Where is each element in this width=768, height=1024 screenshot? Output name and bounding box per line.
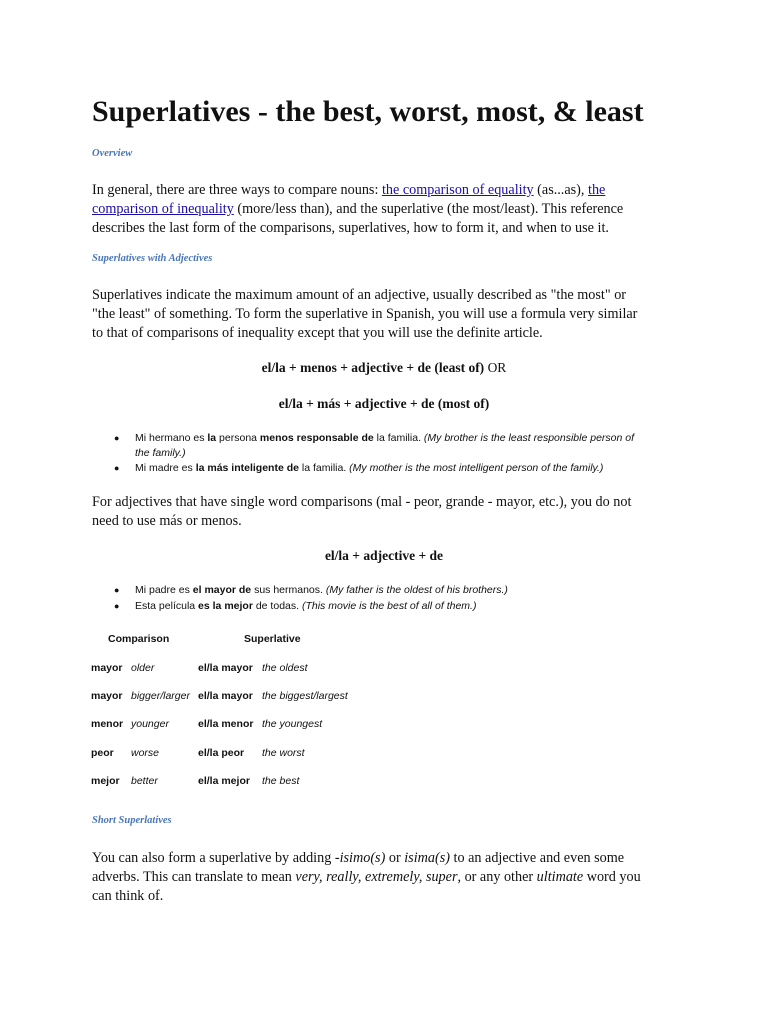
link-comparison-of-inequality-part1[interactable]: the <box>588 182 606 198</box>
superlative-meaning: the best <box>262 775 300 787</box>
example-list-1 <box>92 431 692 477</box>
superlative-meaning: the biggest/largest <box>262 690 348 702</box>
short-text: or <box>385 850 405 866</box>
adjectives-line: to that of comparisons of inequality except that you will use the definite article. <box>92 325 543 341</box>
superlative-word: el/la peor <box>198 747 245 759</box>
intro-text: (more/less than), and the superlative (the most/least). This reference <box>233 201 624 217</box>
superlative-meaning: the youngest <box>262 718 323 730</box>
comparison-word: mayor <box>91 662 123 674</box>
superlative-meaning: the worst <box>262 747 305 759</box>
short-italic: ultimate <box>536 869 584 885</box>
superlative-word: el/la menor <box>198 718 254 730</box>
example-bold: la más inteligente de <box>195 462 299 474</box>
intro-paragraph <box>92 181 682 238</box>
example-translation: (My mother is the most intelligent person of the family.) <box>349 462 604 474</box>
comparison-word: mayor <box>91 690 123 702</box>
short-text: adverbs. This can translate to mean <box>92 869 296 885</box>
list-item <box>92 461 692 476</box>
intro-text: (as...as), <box>533 182 588 198</box>
link-comparison-of-inequality[interactable]: comparison of inequality <box>92 201 234 217</box>
example-bold: menos responsable de <box>259 432 374 444</box>
superlative-word: el/la mayor <box>198 690 253 702</box>
example-translation: the family.) <box>135 446 186 459</box>
example-text: persona <box>216 432 260 444</box>
single-word-paragraph <box>92 493 682 531</box>
example-text: Mi hermano es <box>135 432 208 444</box>
example-text: Esta película <box>135 599 199 612</box>
short-italic: very, really, extremely, super <box>295 869 458 885</box>
intro-text: describes the last form of the comparisons, superlatives, how to form it, and when to use it. <box>92 220 609 236</box>
short-text: can think of. <box>92 888 164 904</box>
comparison-word: peor <box>91 747 114 759</box>
example-text: de todas. <box>252 599 302 612</box>
example-bold: la <box>207 432 217 444</box>
example-text: la familia. <box>373 432 424 444</box>
example-translation: (My father is the oldest of his brothers.) <box>325 584 508 596</box>
example-translation: (My brother is the least responsible person of <box>423 432 635 444</box>
superlative-word: el/la mayor <box>198 662 253 674</box>
bullet-icon: ● <box>114 600 120 611</box>
example-text: Mi madre es <box>135 462 196 474</box>
list-item <box>92 431 692 460</box>
single-word-line: For adjectives that have single word comparisons (mal - peor, grande - mayor, etc.), you do not <box>92 494 632 510</box>
bullet-icon: ● <box>114 585 120 595</box>
short-superlatives-paragraph <box>92 849 682 906</box>
section-heading-short-superlatives: Short Superlatives <box>92 815 172 826</box>
formula-single <box>0 547 768 565</box>
single-word-line: need to use más or menos. <box>92 513 242 529</box>
comparison-word: mejor <box>91 775 120 787</box>
superlative-word: el/la mejor <box>198 775 250 787</box>
formula-most-bold: el/la + más + adjective + de (most of) <box>278 396 490 411</box>
example-bold: el mayor de <box>192 584 252 596</box>
table-header-comparison: Comparison <box>108 633 170 645</box>
comparison-meaning: bigger/larger <box>131 690 190 702</box>
formula-least-or: OR <box>484 360 507 375</box>
short-text: You can also form a superlative by adding <box>92 850 335 866</box>
formula-least-bold: el/la + menos + adjective + de (least of) <box>261 360 485 375</box>
intro-text: In general, there are three ways to compare nouns: <box>92 182 382 198</box>
page-title: Superlatives - the best, worst, most, & least <box>92 95 644 128</box>
bullet-icon: ● <box>114 433 120 443</box>
section-heading-overview: Overview <box>92 148 133 159</box>
link-comparison-of-equality[interactable]: the comparison of equality <box>381 182 534 198</box>
example-text: Mi padre es <box>135 584 193 596</box>
list-item <box>92 583 692 598</box>
short-italic: -isimo(s) <box>334 850 386 866</box>
example-text: sus hermanos. <box>251 584 326 596</box>
adjectives-paragraph <box>92 286 682 343</box>
comparison-meaning: older <box>131 662 155 674</box>
short-italic: isima(s) <box>404 850 450 866</box>
comparison-meaning: worse <box>131 747 160 759</box>
section-heading-superlatives-with-adjectives: Superlatives with Adjectives <box>92 253 213 264</box>
formula-most <box>0 395 768 413</box>
table-header-superlative: Superlative <box>244 633 301 645</box>
short-text: , or any other <box>457 869 537 885</box>
adjectives-line: Superlatives indicate the maximum amount of an adjective, usually described as "the most" or <box>92 287 627 303</box>
formula-least <box>0 359 768 377</box>
comparison-meaning: better <box>131 775 158 787</box>
list-item <box>92 599 692 614</box>
example-bold: es la mejor <box>198 599 253 612</box>
short-text: to an adjective and even some <box>449 850 625 866</box>
superlative-meaning: the oldest <box>262 662 308 674</box>
example-list-2 <box>92 583 692 614</box>
comparison-meaning: younger <box>131 718 169 730</box>
formula-single-bold: el/la + adjective + de <box>324 548 444 563</box>
example-translation: (This movie is the best of all of them.) <box>301 599 477 612</box>
bullet-icon: ● <box>114 463 120 473</box>
comparison-word: menor <box>91 718 124 730</box>
short-text: word you <box>583 869 641 885</box>
adjectives-line: "the least" of something. To form the superlative in Spanish, you will use a formula very similar <box>92 306 638 322</box>
example-text: la familia. <box>298 462 350 474</box>
